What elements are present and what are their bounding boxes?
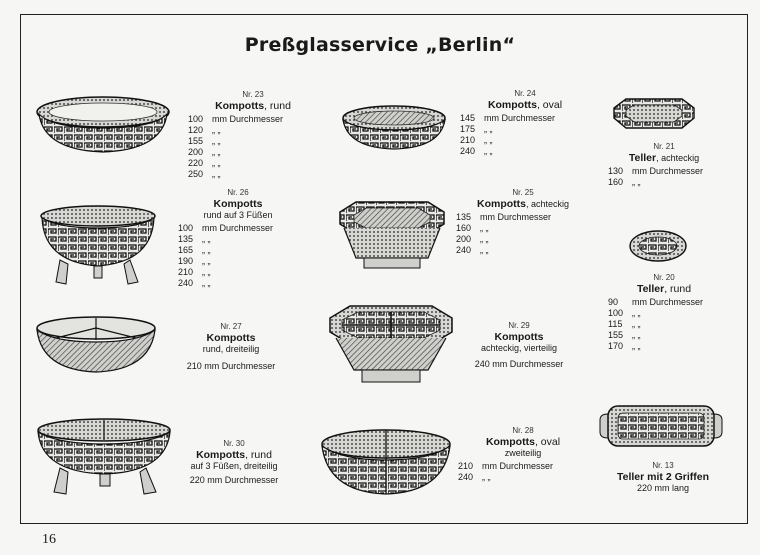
- item-desc: , oval: [536, 99, 563, 111]
- item-number: Nr. 29: [508, 321, 530, 330]
- entry-nr30: [174, 438, 294, 486]
- dish-image-nr21: [612, 96, 696, 132]
- item-name: Teller mit 2 Griffen: [617, 471, 709, 483]
- item-subtitle: rund auf 3 Füßen: [203, 210, 273, 220]
- item-number: Nr. 27: [220, 322, 242, 331]
- item-number: Nr. 24: [514, 89, 536, 98]
- dish-image-nr27: [34, 314, 158, 374]
- size-row: 145 mm Durchmesser: [460, 113, 556, 123]
- item-name: Kompotts: [215, 100, 265, 112]
- item-size: 220 mm Durchmesser: [189, 475, 279, 485]
- dish-image-nr23: [34, 94, 172, 154]
- item-desc: , rund: [264, 100, 291, 112]
- size-list: [178, 223, 298, 289]
- size-row: 130 mm Durchmesser: [608, 166, 704, 176]
- item-desc: , achteckig: [525, 199, 570, 209]
- item-number: Nr. 20: [653, 273, 675, 282]
- page-number: 16: [42, 532, 56, 547]
- item-name: Kompotts: [494, 331, 544, 343]
- size-list: [608, 297, 720, 352]
- entry-nr26: [178, 187, 298, 289]
- item-name: Teller: [628, 152, 657, 164]
- item-desc: , rund: [664, 283, 692, 295]
- dish-image-nr13: [598, 400, 724, 454]
- size-row: 210 „ „: [178, 267, 211, 277]
- size-row: 90 mm Durchmesser: [608, 297, 704, 307]
- entry-nr24: [460, 88, 590, 157]
- entry-nr20: [608, 272, 720, 352]
- size-row: 200 „ „: [188, 147, 221, 157]
- item-name: Kompotts: [485, 436, 535, 448]
- item-number: Nr. 25: [512, 188, 534, 197]
- dish-image-nr26: [38, 204, 158, 290]
- size-row: 155 „ „: [608, 330, 641, 340]
- item-subtitle: achteckig, vierteilig: [480, 343, 558, 353]
- size-row: 100 „ „: [608, 308, 641, 318]
- item-number: Nr. 30: [223, 439, 245, 448]
- dish-image-nr20: [628, 228, 688, 264]
- dish-image-nr28: [318, 426, 454, 498]
- item-name: Kompotts: [206, 332, 256, 344]
- dish-image-nr24: [340, 102, 448, 152]
- item-number: Nr. 23: [242, 90, 264, 99]
- entry-nr21: [608, 141, 720, 188]
- item-number: Nr. 21: [653, 142, 675, 151]
- entry-nr23: [188, 89, 318, 180]
- size-row: 200 „ „: [456, 234, 489, 244]
- size-row: 220 „ „: [188, 158, 221, 168]
- size-row: 210 „ „: [460, 135, 493, 145]
- size-row: 240 „ „: [458, 472, 491, 482]
- item-subtitle: auf 3 Füßen, dreiteilig: [190, 461, 278, 471]
- entry-nr28: [458, 425, 588, 483]
- item-subtitle: 220 mm lang: [636, 483, 690, 493]
- item-number: Nr. 28: [512, 426, 534, 435]
- entry-nr13: [604, 460, 722, 494]
- entry-nr29: [462, 320, 576, 370]
- item-desc: , oval: [534, 436, 561, 448]
- size-row: 155 „ „: [188, 136, 221, 146]
- size-list: [456, 212, 590, 256]
- item-name: Kompotts: [476, 198, 526, 210]
- size-row: 175 „ „: [460, 124, 493, 134]
- item-size: 240 mm Durchmesser: [474, 359, 564, 369]
- size-row: 240 „ „: [178, 278, 211, 288]
- item-name: Kompotts: [213, 198, 263, 210]
- size-row: 120 „ „: [188, 125, 221, 135]
- size-row: 240 „ „: [460, 146, 493, 156]
- page-title: Preßglasservice „Berlin“: [244, 34, 516, 56]
- size-list: [458, 461, 588, 483]
- size-row: 210 mm Durchmesser: [458, 461, 554, 471]
- dish-image-nr29: [326, 302, 456, 388]
- size-row: 240 „ „: [456, 245, 489, 255]
- item-subtitle: rund, dreiteilig: [202, 344, 260, 354]
- entry-nr27: [176, 321, 286, 372]
- size-row: 115 „ „: [608, 319, 641, 329]
- item-size: 210 mm Durchmesser: [186, 361, 276, 371]
- item-subtitle: zweiteilig: [504, 448, 542, 458]
- size-list: [188, 114, 318, 180]
- dish-image-nr30: [34, 416, 174, 498]
- size-row: 135 mm Durchmesser: [456, 212, 552, 222]
- size-row: 100 mm Durchmesser: [188, 114, 284, 124]
- item-desc: , achteckig: [656, 153, 700, 163]
- size-list: [608, 166, 720, 188]
- size-row: 160 „ „: [608, 177, 641, 187]
- size-list: [460, 113, 590, 157]
- size-row: 165 „ „: [178, 245, 211, 255]
- entry-nr25: [456, 187, 590, 256]
- item-number: Nr. 26: [227, 188, 249, 197]
- size-row: 250 „ „: [188, 169, 221, 179]
- size-row: 135 „ „: [178, 234, 211, 244]
- item-name: Kompotts: [487, 99, 537, 111]
- dish-image-nr25: [336, 198, 448, 276]
- item-number: Nr. 13: [652, 461, 674, 470]
- item-desc: , rund: [245, 449, 272, 461]
- size-row: 160 „ „: [456, 223, 489, 233]
- size-row: 100 mm Durchmesser: [178, 223, 274, 233]
- size-row: 190 „ „: [178, 256, 211, 266]
- item-name: Teller: [636, 283, 665, 295]
- item-name: Kompotts: [196, 449, 246, 461]
- size-row: 170 „ „: [608, 341, 641, 351]
